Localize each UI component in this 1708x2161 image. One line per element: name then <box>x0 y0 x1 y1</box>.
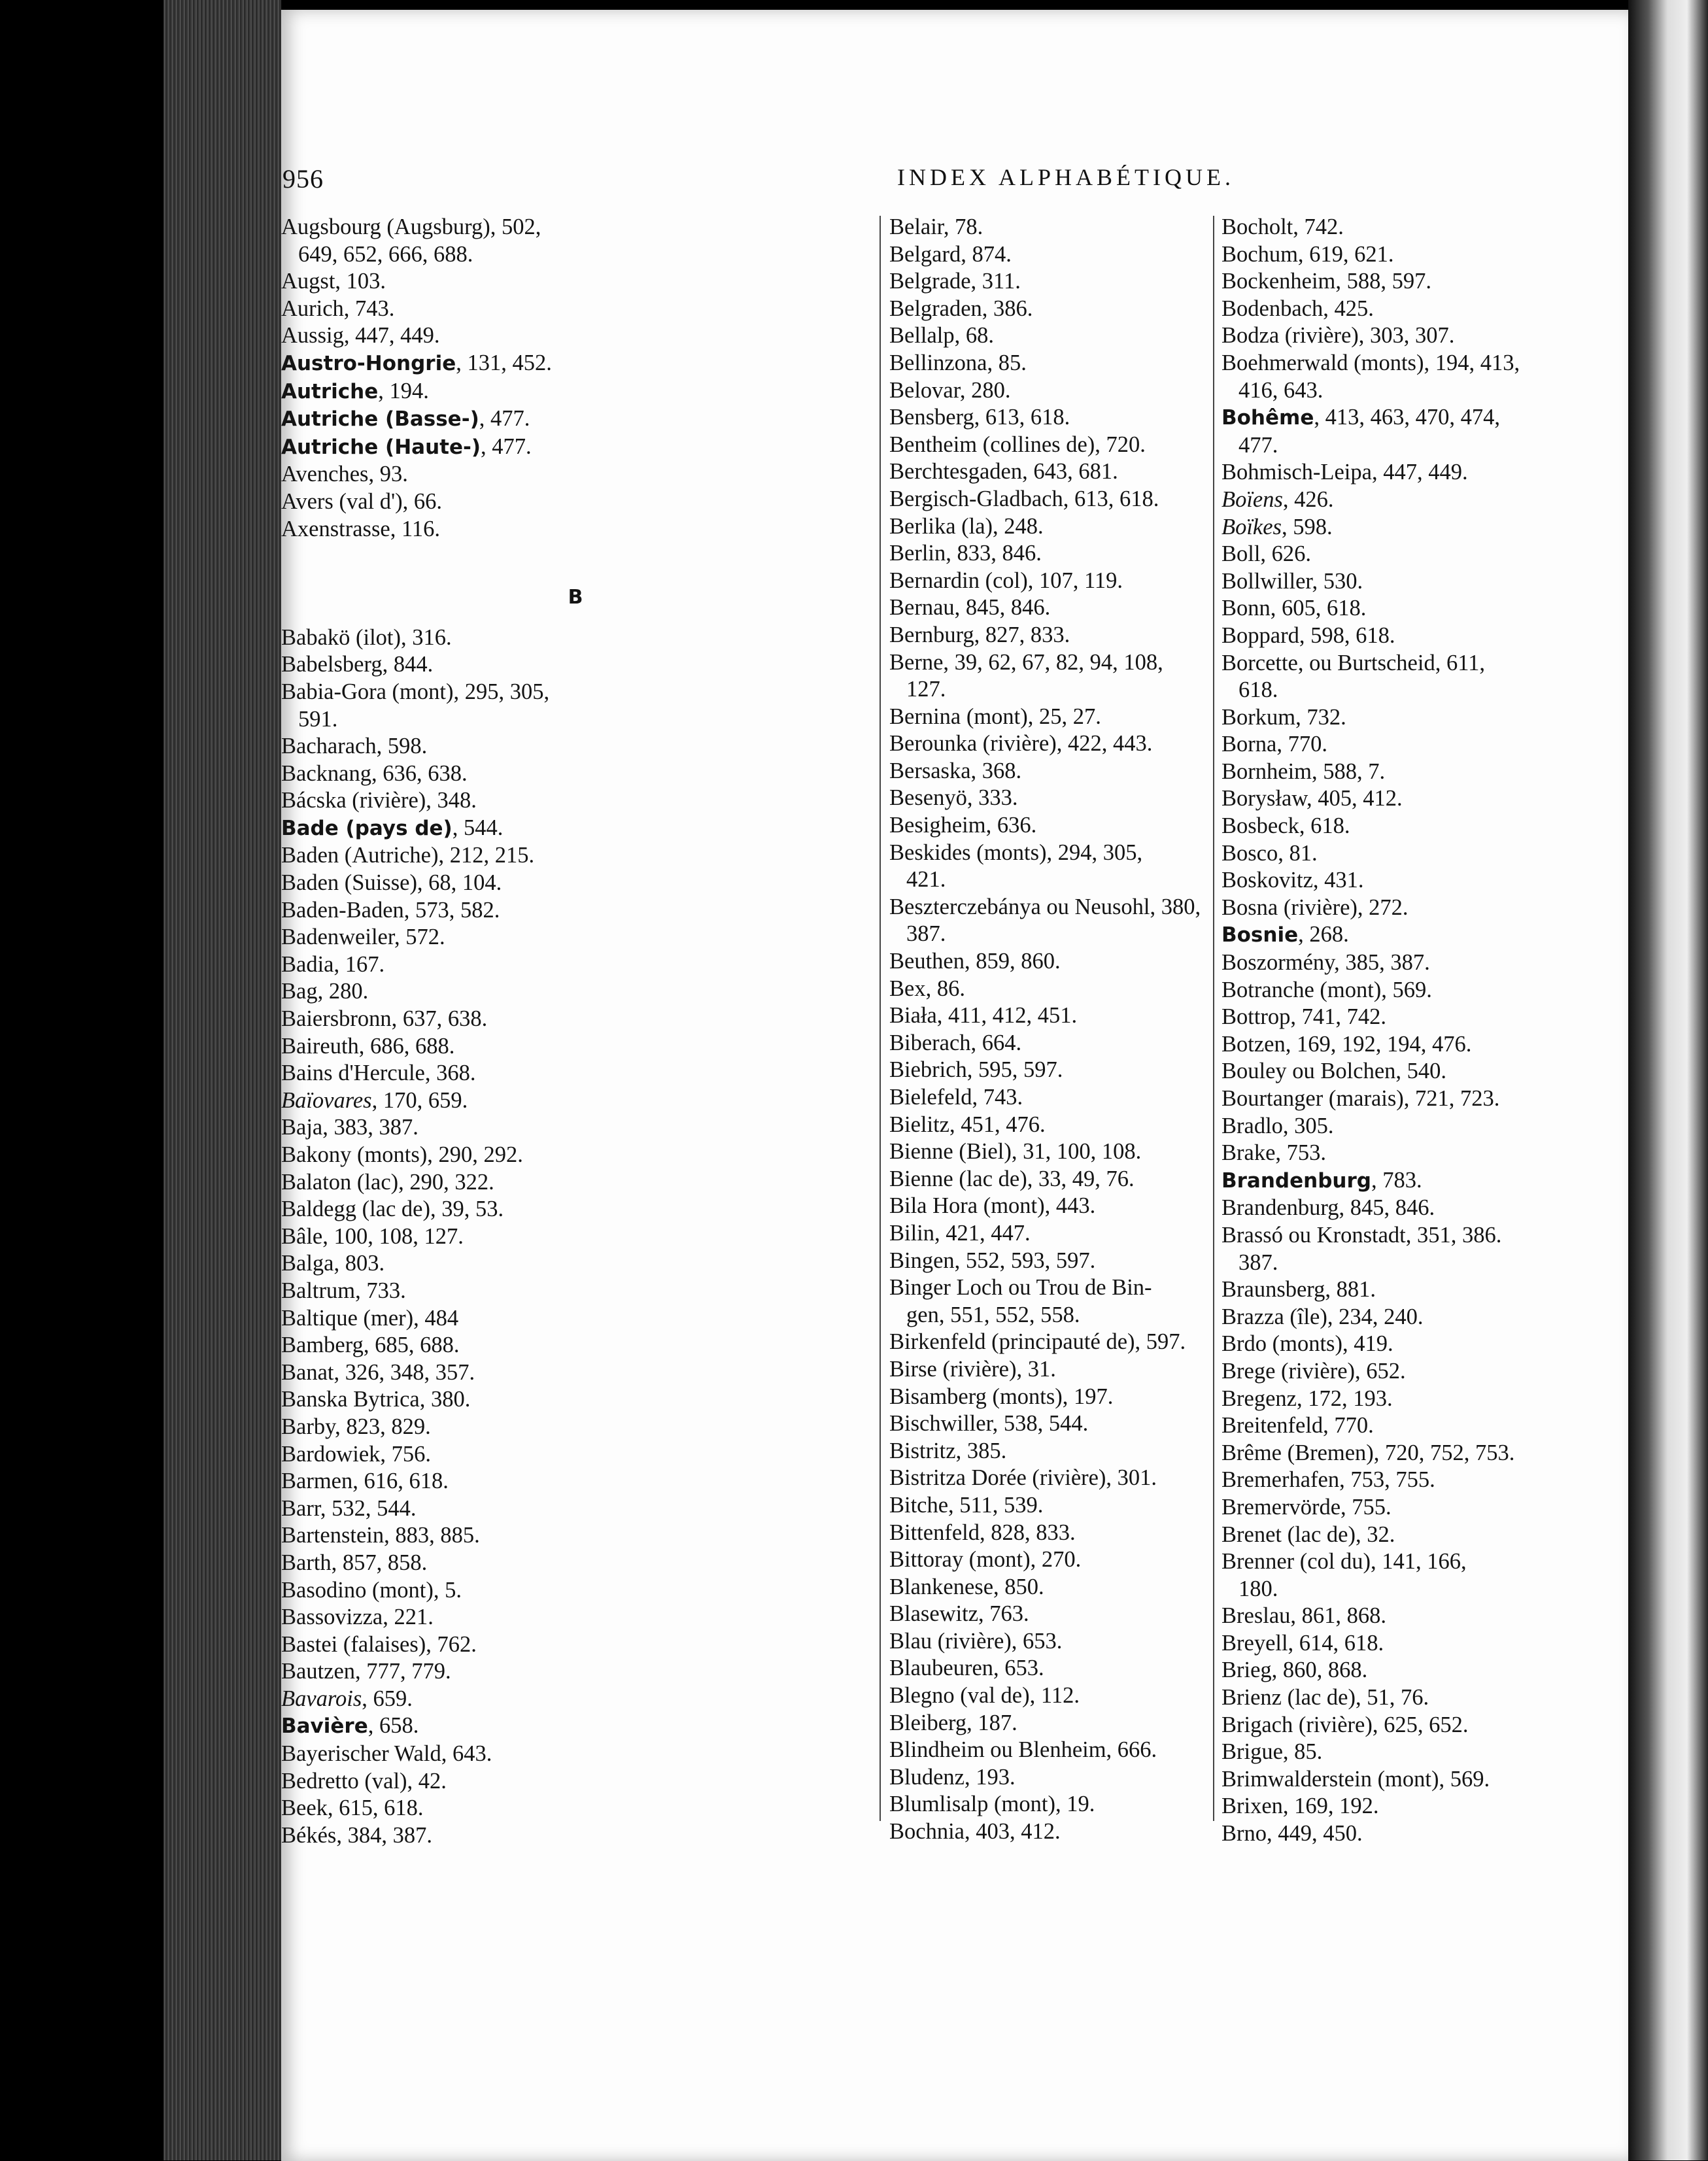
index-entry: Bradlo, 305. <box>1221 1113 1334 1138</box>
index-entry: Blasewitz, 763. <box>889 1601 1029 1627</box>
index-entry: Besigheim, 636. <box>889 813 1037 838</box>
index-entry: Berlika (la), 248. <box>889 513 1044 539</box>
entry-name: Autriche <box>281 379 379 403</box>
index-entry <box>281 405 870 434</box>
index-entry: Biberach, 664. <box>889 1030 1022 1055</box>
index-entry: Brienz (lac de), 51, 76. <box>1221 1685 1429 1710</box>
index-entry: Brake, 753. <box>1221 1140 1327 1166</box>
index-entry-continuation: 618. <box>1238 677 1278 703</box>
index-entry: Baiersbronn, 637, 638. <box>281 1006 488 1032</box>
index-entry: Brenet (lac de), 32. <box>1221 1522 1395 1547</box>
entry-name: Boïkes <box>1221 514 1282 539</box>
index-entry: Bag, 280. <box>281 979 369 1004</box>
column-rule <box>880 216 881 1821</box>
index-entry: Baltrum, 733. <box>281 1278 406 1303</box>
index-entry: Beuthen, 859, 860. <box>889 949 1061 974</box>
index-entry: Belgard, 874. <box>889 241 1012 267</box>
index-column-2 <box>889 214 1223 1846</box>
index-entry: Bergisch-Gladbach, 613, 618. <box>889 486 1159 511</box>
spacer <box>281 543 870 570</box>
index-entry: Barth, 857, 858. <box>281 1550 428 1575</box>
index-entry: Bistritza Dorée (rivière), 301. <box>889 1465 1157 1491</box>
index-entry: Birkenfeld (principauté de), 597. <box>889 1329 1186 1355</box>
index-entry: Boskovitz, 431. <box>1221 868 1364 893</box>
index-entry: Birse (rivière), 31. <box>889 1356 1056 1382</box>
page-number: 956 <box>282 164 324 194</box>
index-entry: Besenyö, 333. <box>889 785 1018 811</box>
index-entry: Blankenese, 850. <box>889 1574 1044 1599</box>
index-entry: Bosco, 81. <box>1221 840 1318 866</box>
index-entry-continuation: 477. <box>1238 432 1278 458</box>
index-entry: Blindheim ou Blenheim, 666. <box>889 1737 1157 1763</box>
index-entry <box>1221 921 1594 949</box>
index-entry-continuation: gen, 551, 552, 558. <box>906 1302 1080 1327</box>
index-entry: Beszterczebánya ou Neusohl, 380, <box>889 894 1201 919</box>
index-entry <box>281 350 870 378</box>
index-entry: Bastei (falaises), 762. <box>281 1631 477 1657</box>
index-entry: Bassovizza, 221. <box>281 1605 434 1630</box>
entry-name: Autriche (Basse-) <box>281 407 479 432</box>
index-entry: Biebrich, 595, 597. <box>889 1057 1063 1083</box>
index-entry: Belovar, 280. <box>889 377 1011 403</box>
index-entry: Aurich, 743. <box>281 296 395 321</box>
index-entry: Bains d'Hercule, 368. <box>281 1061 476 1086</box>
index-entry: Bex, 86. <box>889 976 965 1001</box>
index-entry: Balaton (lac), 290, 322. <box>281 1169 494 1195</box>
index-entry: Balga, 803. <box>281 1251 385 1276</box>
index-entry: Baden (Autriche), 212, 215. <box>281 843 535 868</box>
index-entry: Boehmerwald (monts), 194, 413, <box>1221 350 1520 375</box>
entry-name: Bohême <box>1221 406 1314 430</box>
index-entry: Belair, 78. <box>889 214 983 239</box>
index-entry: Bockenheim, 588, 597. <box>1221 269 1431 294</box>
index-entry <box>1221 404 1594 432</box>
index-entry <box>1221 514 1594 541</box>
index-entry-continuation: 416, 643. <box>1238 377 1324 403</box>
index-entry: Bienne (Biel), 31, 100, 108. <box>889 1139 1142 1165</box>
index-entry: Bistritz, 385. <box>889 1438 1007 1463</box>
index-entry: Bodza (rivière), 303, 307. <box>1221 323 1455 349</box>
index-entry: Belgrade, 311. <box>889 269 1021 294</box>
index-entry: Blegno (val de), 112. <box>889 1683 1080 1709</box>
index-entry-continuation: 591. <box>298 706 338 732</box>
index-entry: Brixen, 169, 192. <box>1221 1794 1379 1819</box>
column-rule <box>1213 216 1214 1821</box>
index-entry: Babia-Gora (mont), 295, 305, <box>281 679 550 704</box>
index-entry: Braunsberg, 881. <box>1221 1277 1376 1302</box>
facing-page-edge <box>1628 0 1708 2160</box>
running-head <box>0 163 1708 203</box>
index-entry: Brno, 449, 450. <box>1221 1821 1363 1846</box>
index-entry: Bosna (rivière), 272. <box>1221 894 1409 920</box>
index-entry: Bochum, 619, 621. <box>1221 241 1394 267</box>
index-entry-continuation: 387. <box>1238 1250 1278 1275</box>
entry-refs: , 194. <box>378 378 429 403</box>
index-entry: Barmen, 616, 618. <box>281 1469 449 1494</box>
index-entry: Borna, 770. <box>1221 732 1327 757</box>
index-entry: Bosbeck, 618. <box>1221 813 1350 839</box>
index-column-1 <box>281 214 870 1849</box>
index-entry: Berlin, 833, 846. <box>889 541 1042 566</box>
index-entry: Bohmisch-Leipa, 447, 449. <box>1221 460 1468 485</box>
letter-heading: B <box>568 585 583 609</box>
index-entry: Bakony (monts), 290, 292. <box>281 1142 523 1167</box>
index-entry: Bellinzona, 85. <box>889 350 1027 375</box>
index-entry: Avers (val d'), 66. <box>281 488 443 514</box>
index-entry: Bautzen, 777, 779. <box>281 1659 451 1684</box>
index-entry: Békés, 384, 387. <box>281 1822 432 1848</box>
index-entry: Brenner (col du), 141, 166, <box>1221 1549 1467 1574</box>
index-entry: Baden-Baden, 573, 582. <box>281 897 500 923</box>
index-entry: Bensberg, 613, 618. <box>889 405 1070 430</box>
index-entry: Brandenburg, 845, 846. <box>1221 1195 1435 1221</box>
index-entry: Berounka (rivière), 422, 443. <box>889 731 1153 757</box>
index-entry: Belgraden, 386. <box>889 296 1033 321</box>
index-entry: Backnang, 636, 638. <box>281 760 468 786</box>
index-entry: Bâle, 100, 108, 127. <box>281 1223 464 1249</box>
index-entry: Bedretto (val), 42. <box>281 1768 447 1794</box>
index-entry: Bardowiek, 756. <box>281 1441 432 1467</box>
index-entry: Brieg, 860, 868. <box>1221 1658 1368 1683</box>
index-entry: Augsbourg (Augsburg), 502, <box>281 214 541 239</box>
index-entry: Binger Loch ou Trou de Bin- <box>889 1275 1152 1301</box>
index-entry: Blaubeuren, 653. <box>889 1656 1044 1681</box>
index-entry: Bersaska, 368. <box>889 758 1022 783</box>
entry-refs: , 131, 452. <box>456 350 552 375</box>
index-entry: Bielitz, 451, 476. <box>889 1112 1046 1137</box>
index-entry: Breitenfeld, 770. <box>1221 1413 1374 1438</box>
index-entry: Baja, 383, 387. <box>281 1115 418 1140</box>
entry-refs: , 544. <box>452 815 504 840</box>
index-entry: Baden (Suisse), 68, 104. <box>281 870 502 896</box>
index-entry: Bocholt, 742. <box>1221 214 1344 239</box>
index-entry-continuation: 180. <box>1238 1576 1278 1601</box>
index-entry-continuation: 421. <box>906 867 946 893</box>
index-entry: Bernina (mont), 25, 27. <box>889 704 1101 729</box>
index-entry: Borcette, ou Burtscheid, 611, <box>1221 650 1486 675</box>
index-entry: Banat, 326, 348, 357. <box>281 1359 475 1385</box>
index-entry: Bittenfeld, 828, 833. <box>889 1520 1076 1545</box>
entry-refs: , 426. <box>1282 486 1334 512</box>
index-entry: Bonn, 605, 618. <box>1221 596 1367 621</box>
index-entry: Botzen, 169, 192, 194, 476. <box>1221 1031 1472 1057</box>
index-entry <box>281 815 870 843</box>
index-entry-continuation: 127. <box>906 677 946 702</box>
index-entry: Brdo (monts), 419. <box>1221 1331 1393 1357</box>
index-entry <box>281 1087 870 1115</box>
index-entry: Bourtanger (marais), 721, 723. <box>1221 1086 1500 1111</box>
index-entry: Brimwalderstein (mont), 569. <box>1221 1766 1490 1792</box>
index-entry: Bottrop, 741, 742. <box>1221 1004 1387 1030</box>
entry-name: Austro-Hongrie <box>281 351 456 375</box>
index-entry: Babakö (ilot), 316. <box>281 624 452 650</box>
index-entry: Borkum, 732. <box>1221 704 1346 730</box>
index-entry: Bitche, 511, 539. <box>889 1492 1044 1518</box>
index-entry: Bleiberg, 187. <box>889 1710 1017 1735</box>
index-entry: Badenweiler, 572. <box>281 925 445 950</box>
index-entry: Basodino (mont), 5. <box>281 1577 462 1603</box>
index-entry: Banska Bytrica, 380. <box>281 1387 471 1412</box>
index-column-3 <box>1221 214 1594 1848</box>
entry-name: Baïovares <box>281 1087 372 1113</box>
index-entry: Bornheim, 588, 7. <box>1221 758 1386 784</box>
index-entry: Boppard, 598, 618. <box>1221 622 1395 648</box>
index-entry <box>1221 486 1594 514</box>
index-entry: Borysław, 405, 412. <box>1221 786 1403 811</box>
index-entry: Bremerhafen, 753, 755. <box>1221 1467 1435 1493</box>
index-entry-continuation: 387. <box>906 921 946 947</box>
index-entry: Biała, 411, 412, 451. <box>889 1003 1078 1029</box>
index-entry: Breyell, 614, 618. <box>1221 1630 1384 1656</box>
entry-name: Bavarois <box>281 1686 362 1711</box>
index-entry: Bacharach, 598. <box>281 734 428 759</box>
index-entry <box>281 434 870 462</box>
entry-name: Boïens <box>1221 486 1283 512</box>
index-entry: Blau (rivière), 653. <box>889 1628 1063 1654</box>
index-entry: Blumlisalp (mont), 19. <box>889 1792 1095 1817</box>
index-entry: Bollwiller, 530. <box>1221 568 1363 594</box>
index-entry: Bartenstein, 883, 885. <box>281 1523 480 1548</box>
book-page-edges <box>163 0 281 2160</box>
entry-name: Bade (pays de) <box>281 816 453 840</box>
index-entry: Brazza (île), 234, 240. <box>1221 1304 1424 1329</box>
index-entry: Brême (Bremen), 720, 752, 753. <box>1221 1440 1515 1465</box>
index-entry: Bochnia, 403, 412. <box>889 1819 1061 1845</box>
index-entry: Barr, 532, 544. <box>281 1495 417 1521</box>
entry-name: Bavière <box>281 1714 368 1739</box>
index-entry: Beskides (monts), 294, 305, <box>889 840 1143 865</box>
index-entry: Botranche (mont), 569. <box>1221 977 1432 1002</box>
index-entry: Bludenz, 193. <box>889 1764 1016 1790</box>
page-title: INDEX ALPHABÉTIQUE. <box>897 164 1235 190</box>
index-entry: Brassó ou Kronstadt, 351, 386. <box>1221 1222 1502 1248</box>
entry-refs: , 413, 463, 470, 474, <box>1314 405 1500 430</box>
index-entry: Breslau, 861, 868. <box>1221 1603 1387 1629</box>
entry-name: Autriche (Haute-) <box>281 435 481 459</box>
index-entry: Bamberg, 685, 688. <box>281 1333 460 1358</box>
entry-refs: , 477. <box>479 406 530 432</box>
index-entry: Boszormény, 385, 387. <box>1221 950 1430 976</box>
index-entry <box>281 1712 870 1741</box>
entry-refs: , 658. <box>367 1713 419 1739</box>
index-entry: Bischwiller, 538, 544. <box>889 1411 1089 1437</box>
index-entry: Babelsberg, 844. <box>281 652 434 677</box>
index-entry: Augst, 103. <box>281 269 386 294</box>
index-entry: Aussig, 447, 449. <box>281 323 440 349</box>
index-entry <box>281 378 870 406</box>
index-entry: Bittoray (mont), 270. <box>889 1547 1082 1573</box>
index-entry: Berne, 39, 62, 67, 82, 94, 108, <box>889 649 1163 675</box>
index-entry: Brigach (rivière), 625, 652. <box>1221 1712 1469 1737</box>
entry-refs: , 659. <box>362 1686 413 1711</box>
index-entry: Bisamberg (monts), 197. <box>889 1384 1114 1409</box>
index-entry: Baldegg (lac de), 39, 53. <box>281 1197 504 1222</box>
index-entry: Bingen, 552, 593, 597. <box>889 1248 1096 1273</box>
index-entry <box>281 1686 870 1713</box>
index-entry: Bila Hora (mont), 443. <box>889 1193 1096 1219</box>
entry-name: Brandenburg <box>1221 1168 1371 1193</box>
index-entry: Barby, 823, 829. <box>281 1414 431 1439</box>
index-entry: Beek, 615, 618. <box>281 1795 424 1821</box>
index-entry: Bentheim (collines de), 720. <box>889 432 1146 457</box>
index-entry: Baireuth, 686, 688. <box>281 1033 455 1059</box>
index-entry: Bernburg, 827, 833. <box>889 622 1070 647</box>
entry-name: Bosnie <box>1221 923 1299 947</box>
index-entry <box>1221 1167 1594 1195</box>
index-entry: Bernau, 845, 846. <box>889 595 1051 621</box>
index-entry: Bouley ou Bolchen, 540. <box>1221 1059 1447 1084</box>
index-entry: Berchtesgaden, 643, 681. <box>889 459 1118 485</box>
index-entry: Bodenbach, 425. <box>1221 296 1374 321</box>
index-entry: Bellalp, 68. <box>889 323 995 349</box>
entry-refs: , 477. <box>481 434 532 459</box>
index-entry: Brege (rivière), 652. <box>1221 1358 1406 1384</box>
index-entry: Bielefeld, 743. <box>889 1085 1023 1110</box>
entry-refs: , 783. <box>1371 1167 1422 1193</box>
index-entry: Brigue, 85. <box>1221 1739 1323 1765</box>
index-entry: Bregenz, 172, 193. <box>1221 1386 1393 1411</box>
index-entry: Avenches, 93. <box>281 462 408 487</box>
index-entry: Bremervörde, 755. <box>1221 1494 1392 1520</box>
index-entry: Baltique (mer), 484 <box>281 1305 459 1331</box>
index-entry: Bienne (lac de), 33, 49, 76. <box>889 1166 1135 1191</box>
index-entry: Boll, 626. <box>1221 541 1312 567</box>
index-entry: Badia, 167. <box>281 951 385 977</box>
index-entry-continuation: 649, 652, 666, 688. <box>298 241 473 267</box>
index-entry: Bayerischer Wald, 643. <box>281 1741 492 1767</box>
index-entry: Bernardin (col), 107, 119. <box>889 568 1123 593</box>
index-entry: Bilin, 421, 447. <box>889 1220 1031 1246</box>
index-entry: Axenstrasse, 116. <box>281 516 441 541</box>
entry-refs: , 268. <box>1298 922 1349 947</box>
entry-refs: , 598. <box>1281 514 1333 539</box>
index-entry: Bácska (rivière), 348. <box>281 788 477 813</box>
entry-refs: , 170, 659. <box>371 1087 468 1113</box>
